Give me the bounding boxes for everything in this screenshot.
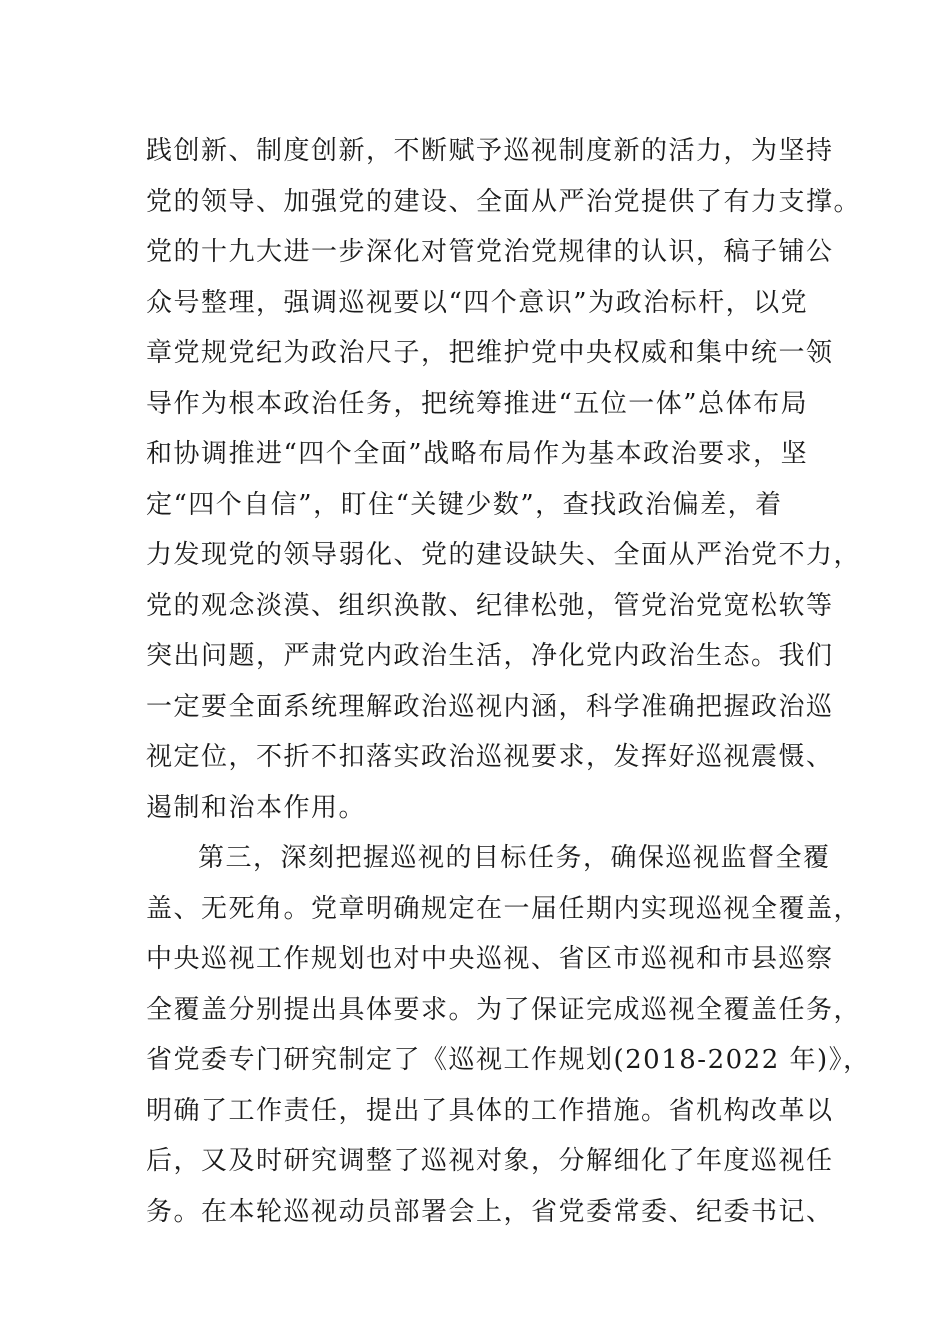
text-line: 务。在本轮巡视动员部署会上，省党委常委、纪委书记、	[146, 1196, 834, 1227]
paragraph-start-line: 第三，深刻把握巡视的目标任务，确保巡视监督全覆	[198, 843, 831, 873]
body-text	[146, 126, 871, 1237]
text-line: 省党委专门研究制定了《巡视工作规划(2018-2022 年)》，	[146, 1045, 871, 1075]
text-line: 中央巡视工作规划也对中央巡视、省区市巡视和市县巡察	[146, 944, 834, 974]
text-line: 一定要全面系统理解政治巡视内涵，科学准确把握政治巡	[146, 691, 834, 722]
text-line: 章党规党纪为政治尺子，把维护党中央权威和集中统一领	[146, 338, 834, 368]
text-line: 党的领导、加强党的建设、全面从严治党提供了有力支撑。	[146, 186, 862, 217]
text-line: 遏制和治本作用。	[146, 792, 367, 823]
text-line: 后，又及时研究调整了巡视对象，分解细化了年度巡视任	[146, 1146, 834, 1176]
text-line: 践创新、制度创新，不断赋予巡视制度新的活力，为坚持	[146, 136, 834, 166]
text-line: 视定位，不折不扣落实政治巡视要求，发挥好巡视震慑、	[146, 742, 834, 772]
text-line: 盖、无死角。党章明确规定在一届任期内实现巡视全覆盖，	[146, 893, 862, 924]
text-line: 突出问题，严肃党内政治生活，净化党内政治生态。我们	[146, 641, 834, 671]
text-line: 导作为根本政治任务，把统筹推进“五位一体”总体布局	[146, 388, 809, 419]
text-line: 众号整理，强调巡视要以“四个意识”为政治标杆，以党	[146, 287, 809, 318]
text-line: 党的观念淡漠、组织涣散、纪律松弛，管党治党宽松软等	[146, 590, 834, 621]
text-line: 定“四个自信”，盯住“关键少数”，查找政治偏差，着	[146, 489, 783, 520]
text-line: 和协调推进“四个全面”战略布局作为基本政治要求，坚	[146, 439, 809, 469]
text-line: 党的十九大进一步深化对管党治党规律的认识，稿子铺公	[146, 237, 834, 267]
text-line: 全覆盖分别提出具体要求。为了保证完成巡视全覆盖任务，	[146, 994, 862, 1025]
text-line: 明确了工作责任，提出了具体的工作措施。省机构改革以	[146, 1095, 834, 1126]
text-line: 力发现党的领导弱化、党的建设缺失、全面从严治党不力，	[146, 540, 862, 570]
